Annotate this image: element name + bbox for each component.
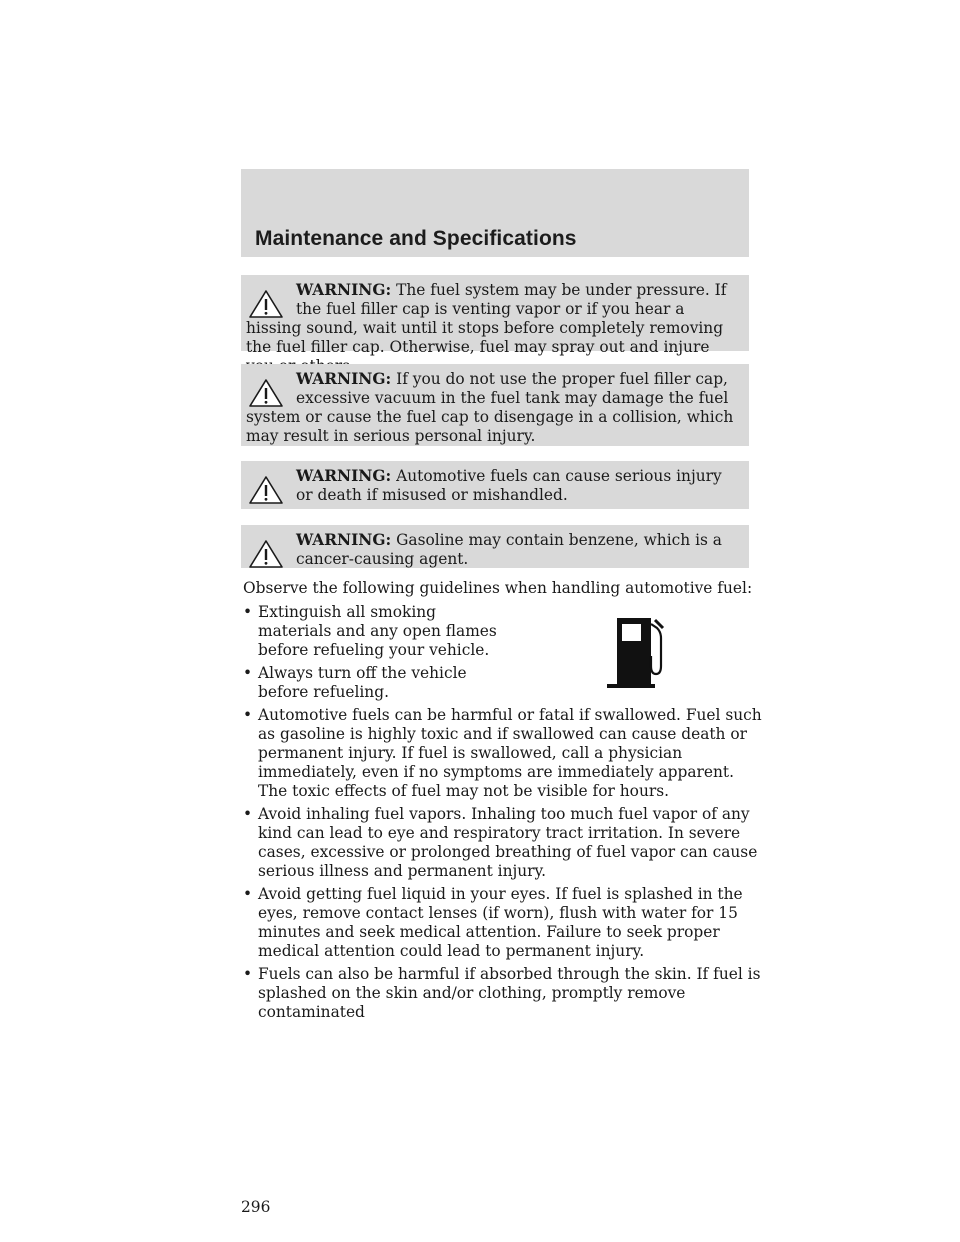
warning-box-2 [241,364,749,446]
fuel-pump-icon [605,616,667,689]
warning-triangle-icon [248,378,288,408]
guidelines-intro: Observe the following guidelines when handling automotive fuel: [243,579,753,597]
warning-box-3 [241,461,749,509]
list-item [243,885,763,961]
list-item [243,706,763,801]
bullet-marker: • [243,603,253,621]
warning-text: The fuel system may be under pressure. If the fuel filler cap is venting vapor or if you hear a hissing sound, wait until it stops before completely removing the fuel filler cap. Otherwise, fuel may spray out and injure [246,281,727,356]
warning-label: WARNING: [296,467,392,485]
list-item-text: Automotive fuels can be harmful or fatal if swallowed. Fuel such as gasoline is highly toxic and if swallowed can cause death or permanent injury. If fuel is swallowed, call a physician immediately, even if no symptoms are immediately apparent. The toxic effects of fuel may not be visible for hours. [258,706,762,800]
list-item-text: Fuels can also be harmful if absorbed through the skin. If fuel is splashed on the skin and/or clothing, promptly remove contaminated [258,965,761,1021]
warning-text: If you do not use the proper fuel filler cap, excessive vacuum in the fuel tank may damage the fuel system or cause the fuel cap to disengage in a collision, which may result in serious personal injury. [246,370,734,445]
bullet-marker: • [243,885,253,903]
list-item [243,965,763,1022]
list-item [243,603,513,660]
warning-text: Gasoline may contain benzene, which is a cancer-causing agent. [296,531,722,568]
list-item-text: Extinguish all smoking materials and any open flames before refueling your vehicle. [258,603,497,659]
warning-triangle-icon [248,289,288,319]
section-header [241,169,749,257]
bullet-marker: • [243,965,253,983]
bullet-marker: • [243,805,253,823]
bullet-marker: • [243,664,253,682]
warning-triangle-icon [248,539,288,569]
page-number: 296 [241,1198,271,1216]
warning-label: WARNING: [296,531,392,549]
bullet-marker: • [243,706,253,724]
warning-triangle-icon [248,475,288,505]
warning-box-1 [241,275,749,356]
warning-text: Automotive fuels can cause serious injury or death if misused or mishandled. [296,467,722,504]
warning-box-4 [241,525,749,568]
warning-label: WARNING: [296,281,392,299]
list-item-text: Always turn off the vehicle before refueling. [258,664,467,701]
warning-label: WARNING: [296,370,392,388]
list-item-text: Avoid getting fuel liquid in your eyes. If fuel is splashed in the eyes, remove contact lenses (if worn), flush with water for 15 minutes and seek medical attention. Failure to seek proper medical attention could lead to permanent injury. [258,885,743,960]
list-item [243,664,513,702]
section-title: Maintenance and Specifications [255,227,577,250]
list-item [243,805,763,881]
list-item-text: Avoid inhaling fuel vapors. Inhaling too much fuel vapor of any kind can lead to eye and respiratory tract irritation. In severe cases, excessive or prolonged breathing of fuel vapor can cause serious illness and permanent injury. [258,805,758,880]
guidelines-list [243,603,763,1026]
